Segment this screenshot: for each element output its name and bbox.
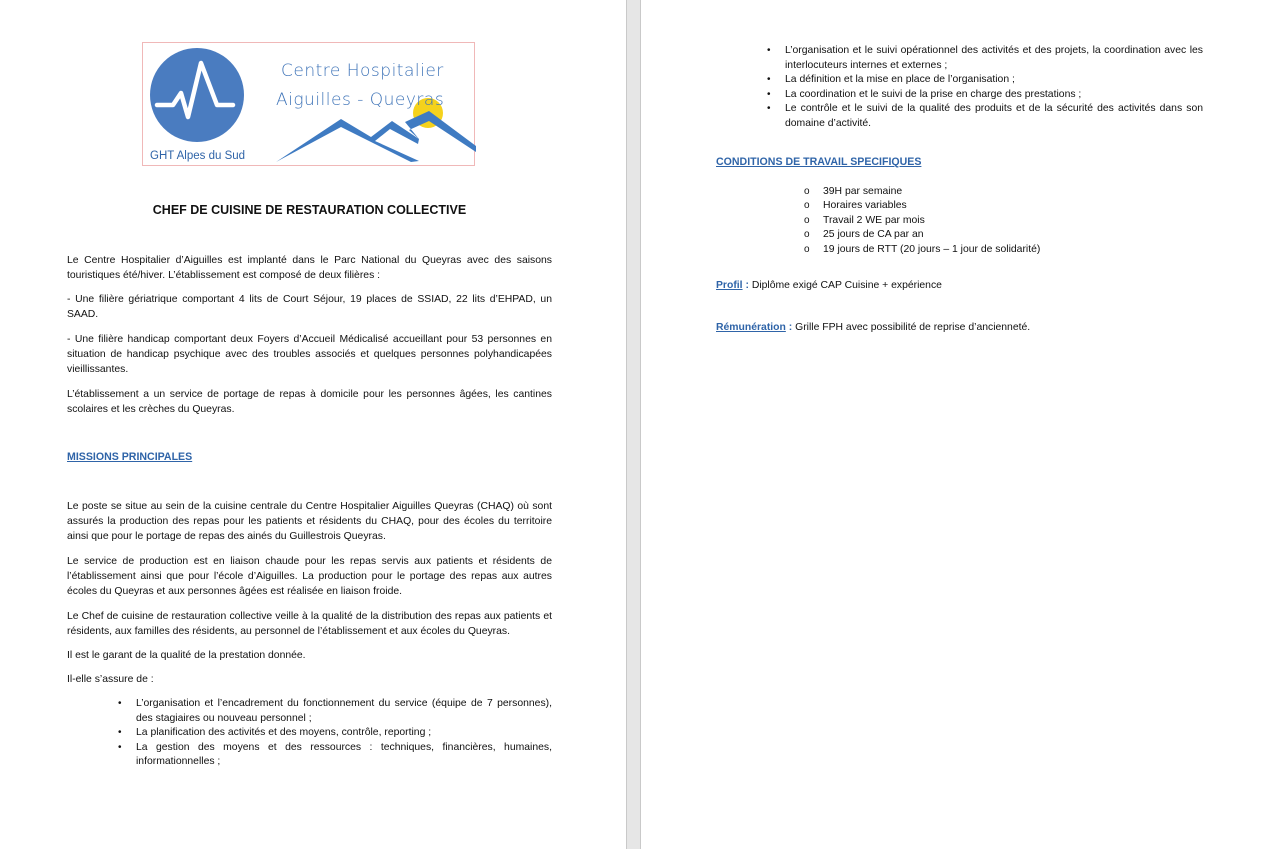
bullet-icon: • bbox=[767, 74, 771, 86]
intro-paragraph: - Une filière handicap comportant deux Foyers d’Accueil Médicalisé accueillant pour 53 personnes en situation de handicap psychique avec des troubles associés et quelques personnes polyhandicapées vieillissantes. bbox=[67, 334, 552, 375]
profil-line: Profil : Diplôme exigé CAP Cuisine + expérience bbox=[716, 280, 942, 291]
remuneration-text: Grille FPH avec possibilité de reprise d’ancienneté. bbox=[795, 322, 1031, 333]
mission-paragraph: Il-elle s’assure de : bbox=[67, 674, 154, 685]
document-title: CHEF DE CUISINE DE RESTAURATION COLLECTIVE bbox=[152, 203, 467, 217]
conditions-list bbox=[804, 185, 1183, 257]
list-item: o Horaires variables bbox=[823, 199, 1183, 213]
bullet-icon: • bbox=[118, 698, 122, 709]
bullet-icon: • bbox=[767, 88, 771, 100]
intro-paragraph: Le Centre Hospitalier d’Aiguilles est implanté dans le Parc National du Queyras avec des saisons touristiques été/hiver. L’établissement est composé de deux filières : bbox=[67, 255, 552, 281]
list-item: o 25 jours de CA par an bbox=[823, 228, 1183, 242]
intro-paragraph: L’établissement a un service de portage de repas à domicile pour les personnes âgées, les cantines scolaires et les crèches du Queyras. bbox=[67, 389, 552, 415]
list-item: • La planification des activités et des moyens, contrôle, reporting ; bbox=[136, 726, 552, 741]
list-item: • L’organisation et l’encadrement du fonctionnement du service (équipe de 7 personnes), des stagiaires ou nouveau personnel ; bbox=[118, 698, 552, 724]
remuneration-label: Rémunération bbox=[716, 322, 786, 333]
bullet-icon: • bbox=[118, 741, 122, 753]
mission-paragraph: Le poste se situe au sein de la cuisine centrale du Centre Hospitalier Aiguilles Queyras (CHAQ) où sont assurés la production des repas pour les patients et résidents du CHAQ, pour des écoles du territoire ainsi que pour le portage de repas des ainés du Guillestrois Queyras. bbox=[67, 501, 552, 542]
mountain-icon bbox=[276, 111, 476, 162]
conditions-heading: CONDITIONS DE TRAVAIL SPECIFIQUES bbox=[716, 156, 922, 168]
logo-circle bbox=[150, 48, 244, 142]
circle-bullet-icon: o bbox=[804, 243, 810, 255]
logo-name-line1: Centre Hospitalier bbox=[281, 61, 444, 81]
circle-bullet-icon: o bbox=[804, 200, 810, 212]
circle-bullet-icon: o bbox=[804, 214, 810, 226]
list-item: • La gestion des moyens et des ressources : techniques, financières, humaines, informationnelles ; bbox=[118, 741, 552, 768]
intro-paragraph: - Une filière gériatrique comportant 4 lits de Court Séjour, 19 places de SSIAD, 22 lits d’EHPAD, un SAAD. bbox=[67, 294, 552, 320]
circle-bullet-icon: o bbox=[804, 186, 810, 197]
list-item: • La coordination et le suivi de la prise en charge des prestations ; bbox=[785, 88, 1203, 103]
mission-paragraph: Le service de production est en liaison chaude pour les repas servis aux patients et résidents de l’établissement ainsi que pour l’école d’Aiguilles. La production pour le portage des repas aux autres écoles du Queyras et aux personnes âgées est réalisée en liaison froide. bbox=[67, 556, 552, 597]
profil-label: Profil bbox=[716, 280, 743, 291]
remuneration-line: Rémunération : Grille FPH avec possibilité de reprise d’ancienneté. bbox=[716, 322, 1031, 333]
logo-group-name: GHT Alpes du Sud bbox=[150, 150, 246, 162]
list-item: • L’organisation et le suivi opérationnel des activités et des projets, la coordination avec les interlocuteurs internes et externes ; bbox=[767, 45, 1203, 71]
list-item: o 39H par semaine bbox=[823, 185, 1183, 199]
duties-list bbox=[118, 697, 552, 770]
hospital-logo bbox=[142, 42, 475, 166]
mission-paragraph: Il est le garant de la qualité de la prestation donnée. bbox=[67, 650, 306, 661]
mission-paragraph: Le Chef de cuisine de restauration collective veille à la qualité de la distribution des repas aux patients et résidents, aux familles des résidents, au personnel de l’établissement et aux écoles du Queyras. bbox=[67, 611, 552, 637]
list-item: o 19 jours de RTT (20 jours – 1 jour de solidarité) bbox=[823, 243, 1183, 257]
list-item: • La définition et la mise en place de l’organisation ; bbox=[785, 73, 1203, 88]
document-page-right bbox=[641, 0, 1265, 849]
duties-list-continued bbox=[767, 44, 1203, 132]
list-item: • Le contrôle et le suivi de la qualité des produits et de la sécurité des activités dans son domaine d’activité. bbox=[767, 103, 1203, 129]
circle-bullet-icon: o bbox=[804, 229, 810, 241]
logo-name-line2: Aiguilles - Queyras bbox=[276, 90, 445, 110]
bullet-icon: • bbox=[118, 727, 122, 739]
bullet-icon: • bbox=[767, 45, 771, 56]
profil-text: Diplôme exigé CAP Cuisine + expérience bbox=[751, 280, 942, 291]
bullet-icon: • bbox=[767, 103, 771, 115]
page-gutter bbox=[626, 0, 641, 849]
missions-heading: MISSIONS PRINCIPALES bbox=[67, 451, 193, 463]
list-item: o Travail 2 WE par mois bbox=[823, 214, 1183, 228]
document-page-left bbox=[0, 0, 626, 849]
